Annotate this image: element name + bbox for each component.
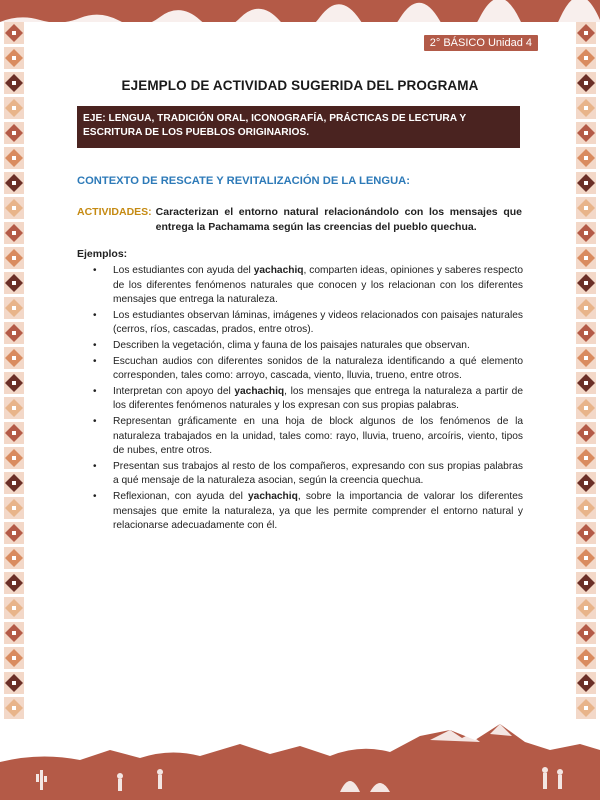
- border-dot: [12, 131, 16, 135]
- border-dot: [584, 231, 588, 235]
- border-dot: [584, 31, 588, 35]
- border-dot: [12, 681, 16, 685]
- border-dot: [584, 381, 588, 385]
- border-dot: [12, 31, 16, 35]
- border-dot: [12, 56, 16, 60]
- border-dot: [12, 631, 16, 635]
- bullet: •: [93, 265, 97, 276]
- border-dot: [12, 531, 16, 535]
- border-dot: [584, 306, 588, 310]
- border-dot: [584, 331, 588, 335]
- item-text: Escuchan audios con diferentes sonidos de la naturaleza identificando a qué elemento corresponden, tales como: arroyo, cascada, viento, lluvia, trueno, entre otros.: [113, 355, 523, 382]
- item-text: , los mensajes que entrega la naturaleza a partir de los diferentes fenómenos naturales y los expresan con sus propias palabras.: [113, 385, 523, 412]
- border-dot: [12, 456, 16, 460]
- border-dot: [584, 356, 588, 360]
- border-dot: [12, 256, 16, 260]
- border-dot: [12, 381, 16, 385]
- bullet: •: [93, 415, 97, 427]
- left-decorative-border: [0, 22, 28, 722]
- border-dot: [12, 206, 16, 210]
- border-dot: [584, 506, 588, 510]
- right-decorative-border: [572, 22, 600, 722]
- border-dot: [584, 56, 588, 60]
- border-dot: [584, 181, 588, 185]
- border-dot: [12, 406, 16, 410]
- item-bold-term: yachachiq: [234, 385, 285, 397]
- top-decorative-band: [0, 0, 600, 22]
- item-text: Los estudiantes con ayuda del: [113, 265, 254, 276]
- border-dot: [12, 656, 16, 660]
- border-dot: [12, 356, 16, 360]
- item-text: Describen la vegetación, clima y fauna de los paisajes naturales que observan.: [113, 339, 470, 351]
- item-text: , comparten ideas, opiniones y saberes respecto de los diferentes fenómenos naturales que conocen y los relacionan con los diferentes mensajes que entrega la naturaleza.: [113, 265, 523, 306]
- page-title: EJEMPLO DE ACTIVIDAD SUGERIDA DEL PROGRAMA: [121, 78, 479, 93]
- border-dot: [584, 631, 588, 635]
- eje-box: EJE: LENGUA, TRADICIÓN ORAL, ICONOGRAFÍA, PRÁCTICAS DE LECTURA Y ESCRITURA DE LOS PUEBLOS ORIGINARIOS.: [77, 106, 520, 148]
- bullet: •: [93, 490, 97, 502]
- border-dot: [12, 181, 16, 185]
- border-dot: [12, 106, 16, 110]
- border-dot: [12, 556, 16, 560]
- activities-text: Caracterizan el entorno natural relacionándolo con los mensajes que entrega la Pachamama según las creencias del pueblo quechua.: [155, 206, 522, 233]
- border-dot: [12, 581, 16, 585]
- border-dot: [584, 156, 588, 160]
- item-text: , sobre la importancia de valorar los diferentes mensajes que emite la naturaleza, ya que les permite comprender el entorno natural y relacionarse adecuadamente con él.: [113, 490, 523, 532]
- list-item: [77, 385, 523, 414]
- border-dot: [584, 456, 588, 460]
- border-dot: [584, 256, 588, 260]
- activities-block: [77, 205, 522, 234]
- item-text: Representan gráficamente en una hoja de block algunos de los fenómenos de la naturaleza trabajados en la unidad, tales como: rayo, lluvia, trueno, arcoíris, viento, tipos de nubes, entre otros.: [113, 415, 523, 457]
- list-item: [77, 490, 523, 534]
- border-dot: [584, 531, 588, 535]
- list-item: [77, 264, 523, 308]
- border-dot: [584, 281, 588, 285]
- activities-label: ACTIVIDADES:: [77, 206, 152, 218]
- list-item: [77, 355, 523, 384]
- border-dot: [584, 206, 588, 210]
- grade-unit-badge: 2° BÁSICO Unidad 4: [424, 35, 538, 51]
- examples-list: [77, 264, 523, 535]
- item-text: Interpretan con apoyo del: [113, 385, 235, 397]
- item-bold-term: yachachiq: [253, 265, 304, 276]
- border-dot: [584, 106, 588, 110]
- item-text: Reflexionan, con ayuda del: [113, 490, 248, 502]
- border-dot: [12, 306, 16, 310]
- band-pattern: [0, 0, 600, 22]
- border-dot: [12, 281, 16, 285]
- footer-landscape-illustration: [0, 700, 600, 800]
- border-dot: [12, 431, 16, 435]
- list-item: [77, 460, 523, 489]
- border-dot: [584, 606, 588, 610]
- item-bold-term: yachachiq: [248, 490, 298, 502]
- examples-label: Ejemplos:: [77, 248, 128, 260]
- border-dot: [584, 681, 588, 685]
- border-dot: [12, 506, 16, 510]
- border-dot: [12, 331, 16, 335]
- item-text: Presentan sus trabajos al resto de los compañeros, expresando con sus propias palabras a qué mensaje de la naturaleza asocian, según la creencia quechua.: [113, 460, 523, 487]
- bullet: •: [93, 309, 97, 321]
- item-text: Los estudiantes observan láminas, imágenes y videos relacionados con paisajes naturales (cerros, ríos, cascadas, prados, entre otros).: [113, 309, 523, 336]
- border-dot: [584, 131, 588, 135]
- border-dot: [12, 606, 16, 610]
- bullet: •: [93, 339, 97, 351]
- list-item: [77, 309, 523, 338]
- bullet: •: [93, 460, 97, 472]
- list-item: [77, 415, 523, 459]
- border-dot: [584, 481, 588, 485]
- border-dot: [584, 406, 588, 410]
- border-dot: [584, 581, 588, 585]
- list-item: [77, 339, 523, 354]
- border-dot: [12, 481, 16, 485]
- bullet: •: [93, 385, 97, 397]
- context-heading: CONTEXTO DE RESCATE Y REVITALIZACIÓN DE LA LENGUA:: [77, 175, 410, 187]
- border-dot: [584, 431, 588, 435]
- bullet: •: [93, 355, 97, 367]
- border-dot: [12, 156, 16, 160]
- border-dot: [584, 656, 588, 660]
- border-dot: [12, 231, 16, 235]
- border-dot: [584, 556, 588, 560]
